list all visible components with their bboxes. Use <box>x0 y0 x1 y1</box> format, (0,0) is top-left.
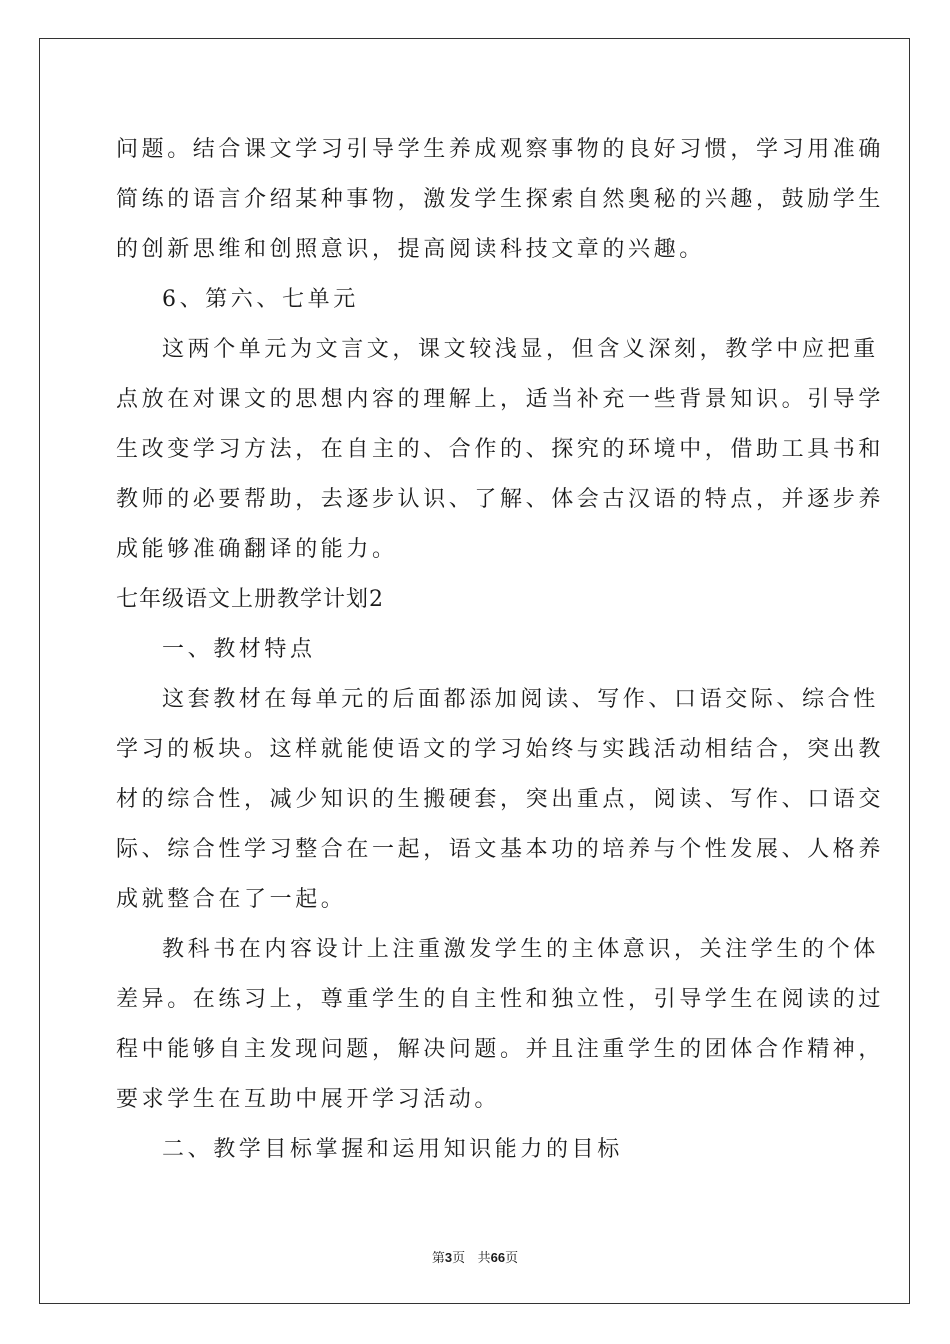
page-footer <box>0 1247 950 1266</box>
body-line: 差异。在练习上，尊重学生的自主性和独立性，引导学生在阅读的过 <box>116 987 885 1012</box>
body-line: 成能够准确翻译的能力。 <box>116 537 398 562</box>
body-line: 际、综合性学习整合在一起，语文基本功的培养与个性发展、人格养 <box>116 837 885 862</box>
body-line: 学习的板块。这样就能使语文的学习始终与实践活动相结合，突出教 <box>116 737 885 762</box>
footer-page-number: 3 <box>444 1250 453 1265</box>
body-line: 要求学生在互助中展开学习活动。 <box>116 1087 501 1112</box>
body-line: 问题。结合课文学习引导学生养成观察事物的良好习惯，学习用准确 <box>116 137 885 162</box>
body-line: 教师的必要帮助，去逐步认识、了解、体会古汉语的特点，并逐步养 <box>116 487 885 512</box>
body-line: 简练的语言介绍某种事物，激发学生探索自然奥秘的兴趣，鼓励学生 <box>116 187 885 212</box>
footer-page-suffix: 页 <box>452 1251 466 1266</box>
section-heading: 6、第六、七单元 <box>162 287 359 312</box>
footer-total-prefix: 共 <box>477 1251 491 1266</box>
section-heading: 二、教学目标掌握和运用知识能力的目标 <box>162 1137 623 1162</box>
body-line: 成就整合在了一起。 <box>116 887 347 912</box>
paragraph-start: 这套教材在每单元的后面都添加阅读、写作、口语交际、综合性 <box>162 687 879 712</box>
footer-total-number: 66 <box>490 1250 506 1265</box>
section-heading: 一、教材特点 <box>162 637 316 662</box>
body-line: 点放在对课文的思想内容的理解上，适当补充一些背景知识。引导学 <box>116 387 885 412</box>
paragraph-start: 教科书在内容设计上注重激发学生的主体意识，关注学生的个体 <box>162 937 879 962</box>
document-title: 七年级语文上册教学计划2 <box>116 587 384 612</box>
footer-total-suffix: 页 <box>505 1251 519 1266</box>
body-line: 生改变学习方法，在自主的、合作的、探究的环境中，借助工具书和 <box>116 437 885 462</box>
body-line: 的创新思维和创照意识，提高阅读科技文章的兴趣。 <box>116 237 705 262</box>
body-line: 程中能够自主发现问题，解决问题。并且注重学生的团体合作精神， <box>116 1037 885 1062</box>
body-line: 材的综合性，减少知识的生搬硬套，突出重点，阅读、写作、口语交 <box>116 787 885 812</box>
paragraph-start: 这两个单元为文言文，课文较浅显，但含义深刻，教学中应把重 <box>162 337 879 362</box>
footer-page-prefix: 第 <box>431 1251 445 1266</box>
